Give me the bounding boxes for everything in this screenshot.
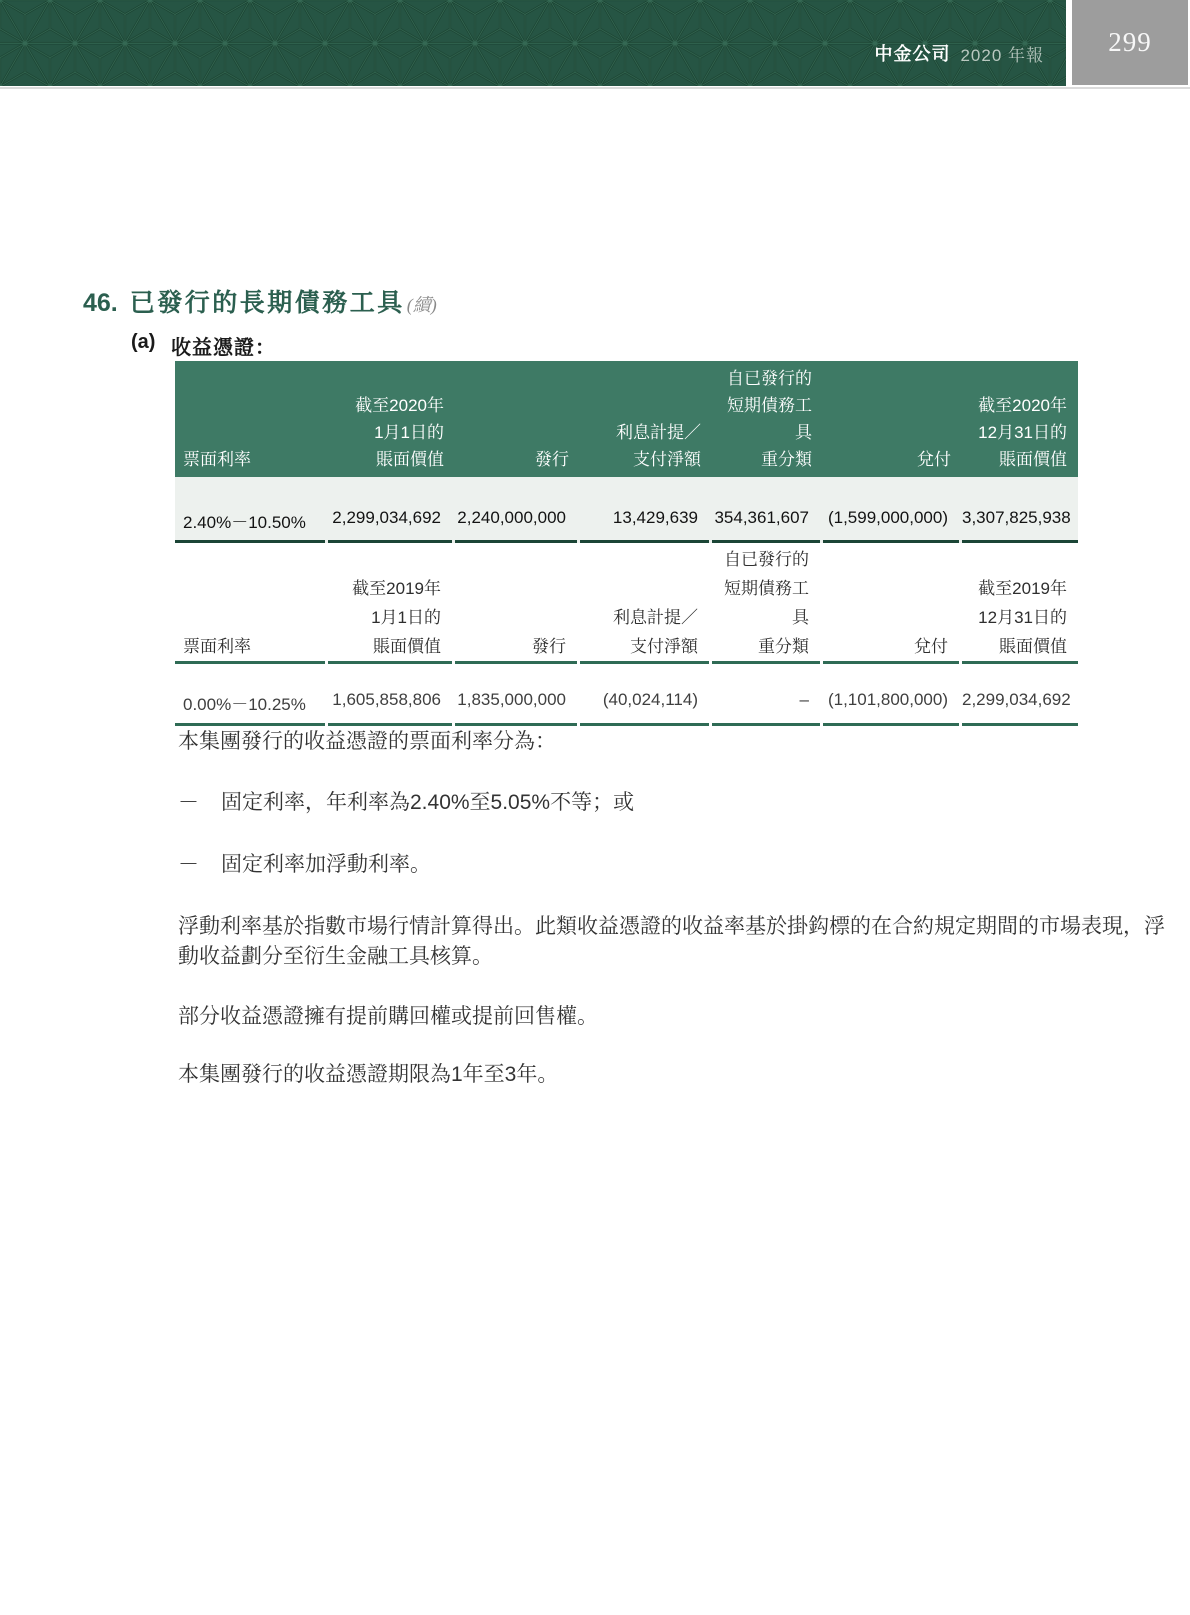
cell-opening-balance: 2,299,034,692 bbox=[328, 477, 452, 543]
cell-issuance: 1,835,000,000 bbox=[455, 664, 577, 726]
table-2019-data-row bbox=[175, 664, 1078, 726]
cell-interest: 13,429,639 bbox=[580, 477, 709, 543]
bullet-text: 固定利率加浮動利率。 bbox=[221, 853, 431, 876]
section-heading bbox=[83, 283, 437, 319]
bullet-dash: － bbox=[178, 853, 199, 876]
paragraph-line: 動收益劃分至衍生金融工具核算。 bbox=[178, 945, 493, 968]
table-2020-header-row bbox=[175, 361, 1078, 477]
table-2020-data-row bbox=[175, 477, 1078, 543]
header-cell-opening-balance: 截至2019年 1月1日的 賬面價值 bbox=[328, 535, 452, 664]
page-number: 299 bbox=[1108, 27, 1152, 57]
header-cell-issuance: 發行 bbox=[455, 535, 577, 664]
continued-label: (續) bbox=[406, 295, 437, 315]
cell-opening-balance: 1,605,858,806 bbox=[328, 664, 452, 726]
paragraph-line: 浮動利率基於指數市場行情計算得出。此類收益憑證的收益率基於掛鈎標的在合約規定期間的市場表現，浮 bbox=[178, 915, 1165, 938]
cell-interest: (40,024,114) bbox=[580, 664, 709, 726]
subsection-heading bbox=[131, 331, 276, 360]
banner-text bbox=[874, 0, 1044, 86]
header-cell-reclassification: 自已發行的 短期債務工具 重分類 bbox=[727, 369, 812, 469]
cell-issuance: 2,240,000,000 bbox=[455, 477, 577, 543]
subsection-label: (a) bbox=[131, 331, 156, 353]
bullet-fixed-rate bbox=[178, 788, 1080, 818]
subsection-title: 收益憑證： bbox=[171, 337, 276, 359]
cell-closing-balance: 2,299,034,692 bbox=[962, 664, 1078, 726]
banner-divider bbox=[0, 87, 1190, 89]
section-title: 已發行的長期債務工具 bbox=[129, 289, 405, 317]
header-cell-opening-balance: 截至2020年 1月1日的 賬面價值 bbox=[355, 396, 444, 469]
bullet-dash: － bbox=[178, 791, 199, 814]
bullet-fixed-plus-floating bbox=[178, 850, 1080, 880]
header-cell-coupon-rate: 票面利率 bbox=[183, 450, 251, 469]
header-cell-closing-balance: 截至2019年 12月31日的 賬面價值 bbox=[962, 535, 1078, 664]
body-text bbox=[178, 727, 1165, 1090]
cell-coupon-rate: 0.00%－10.25% bbox=[175, 664, 325, 726]
cell-closing-balance: 3,307,825,938 bbox=[962, 477, 1078, 543]
header-cell-closing-balance: 截至2020年 12月31日的 賬面價值 bbox=[978, 396, 1067, 469]
header-cell-coupon-rate: 票面利率 bbox=[175, 535, 325, 664]
paragraph-maturity: 本集團發行的收益憑證期限為1年至3年。 bbox=[178, 1063, 559, 1086]
cell-reclassification: – bbox=[712, 664, 820, 726]
bullet-text: 固定利率，年利率為2.40%至5.05%不等；或 bbox=[221, 791, 635, 814]
paragraph-floating-rate bbox=[178, 912, 1165, 972]
company-name: 中金公司 bbox=[874, 44, 951, 64]
header-cell-issuance: 發行 bbox=[535, 450, 569, 469]
page-number-box bbox=[1072, 0, 1188, 85]
top-banner bbox=[0, 0, 1066, 86]
cell-redemption: (1,101,800,000) bbox=[823, 664, 959, 726]
cell-reclassification: 354,361,607 bbox=[712, 477, 820, 543]
table-2019 bbox=[175, 535, 1078, 726]
header-cell-interest: 利息計提／ 支付淨額 bbox=[616, 423, 701, 469]
paragraph-intro: 本集團發行的收益憑證的票面利率分為： bbox=[178, 730, 556, 753]
table-2019-header-row bbox=[175, 535, 1078, 664]
header-cell-reclassification: 自已發行的 短期債務工具 重分類 bbox=[712, 535, 820, 664]
section-number: 46. bbox=[83, 289, 118, 317]
header-cell-interest: 利息計提／ 支付淨額 bbox=[580, 535, 709, 664]
header-cell-redemption: 兌付 bbox=[823, 535, 959, 664]
cell-redemption: (1,599,000,000) bbox=[823, 477, 959, 543]
table-2020 bbox=[175, 361, 1078, 543]
header-cell-redemption: 兌付 bbox=[917, 450, 951, 469]
cell-coupon-rate: 2.40%－10.50% bbox=[175, 477, 325, 543]
paragraph-redemption-rights: 部分收益憑證擁有提前購回權或提前回售權。 bbox=[178, 1005, 598, 1028]
report-year-label: 2020 年報 bbox=[960, 45, 1044, 65]
